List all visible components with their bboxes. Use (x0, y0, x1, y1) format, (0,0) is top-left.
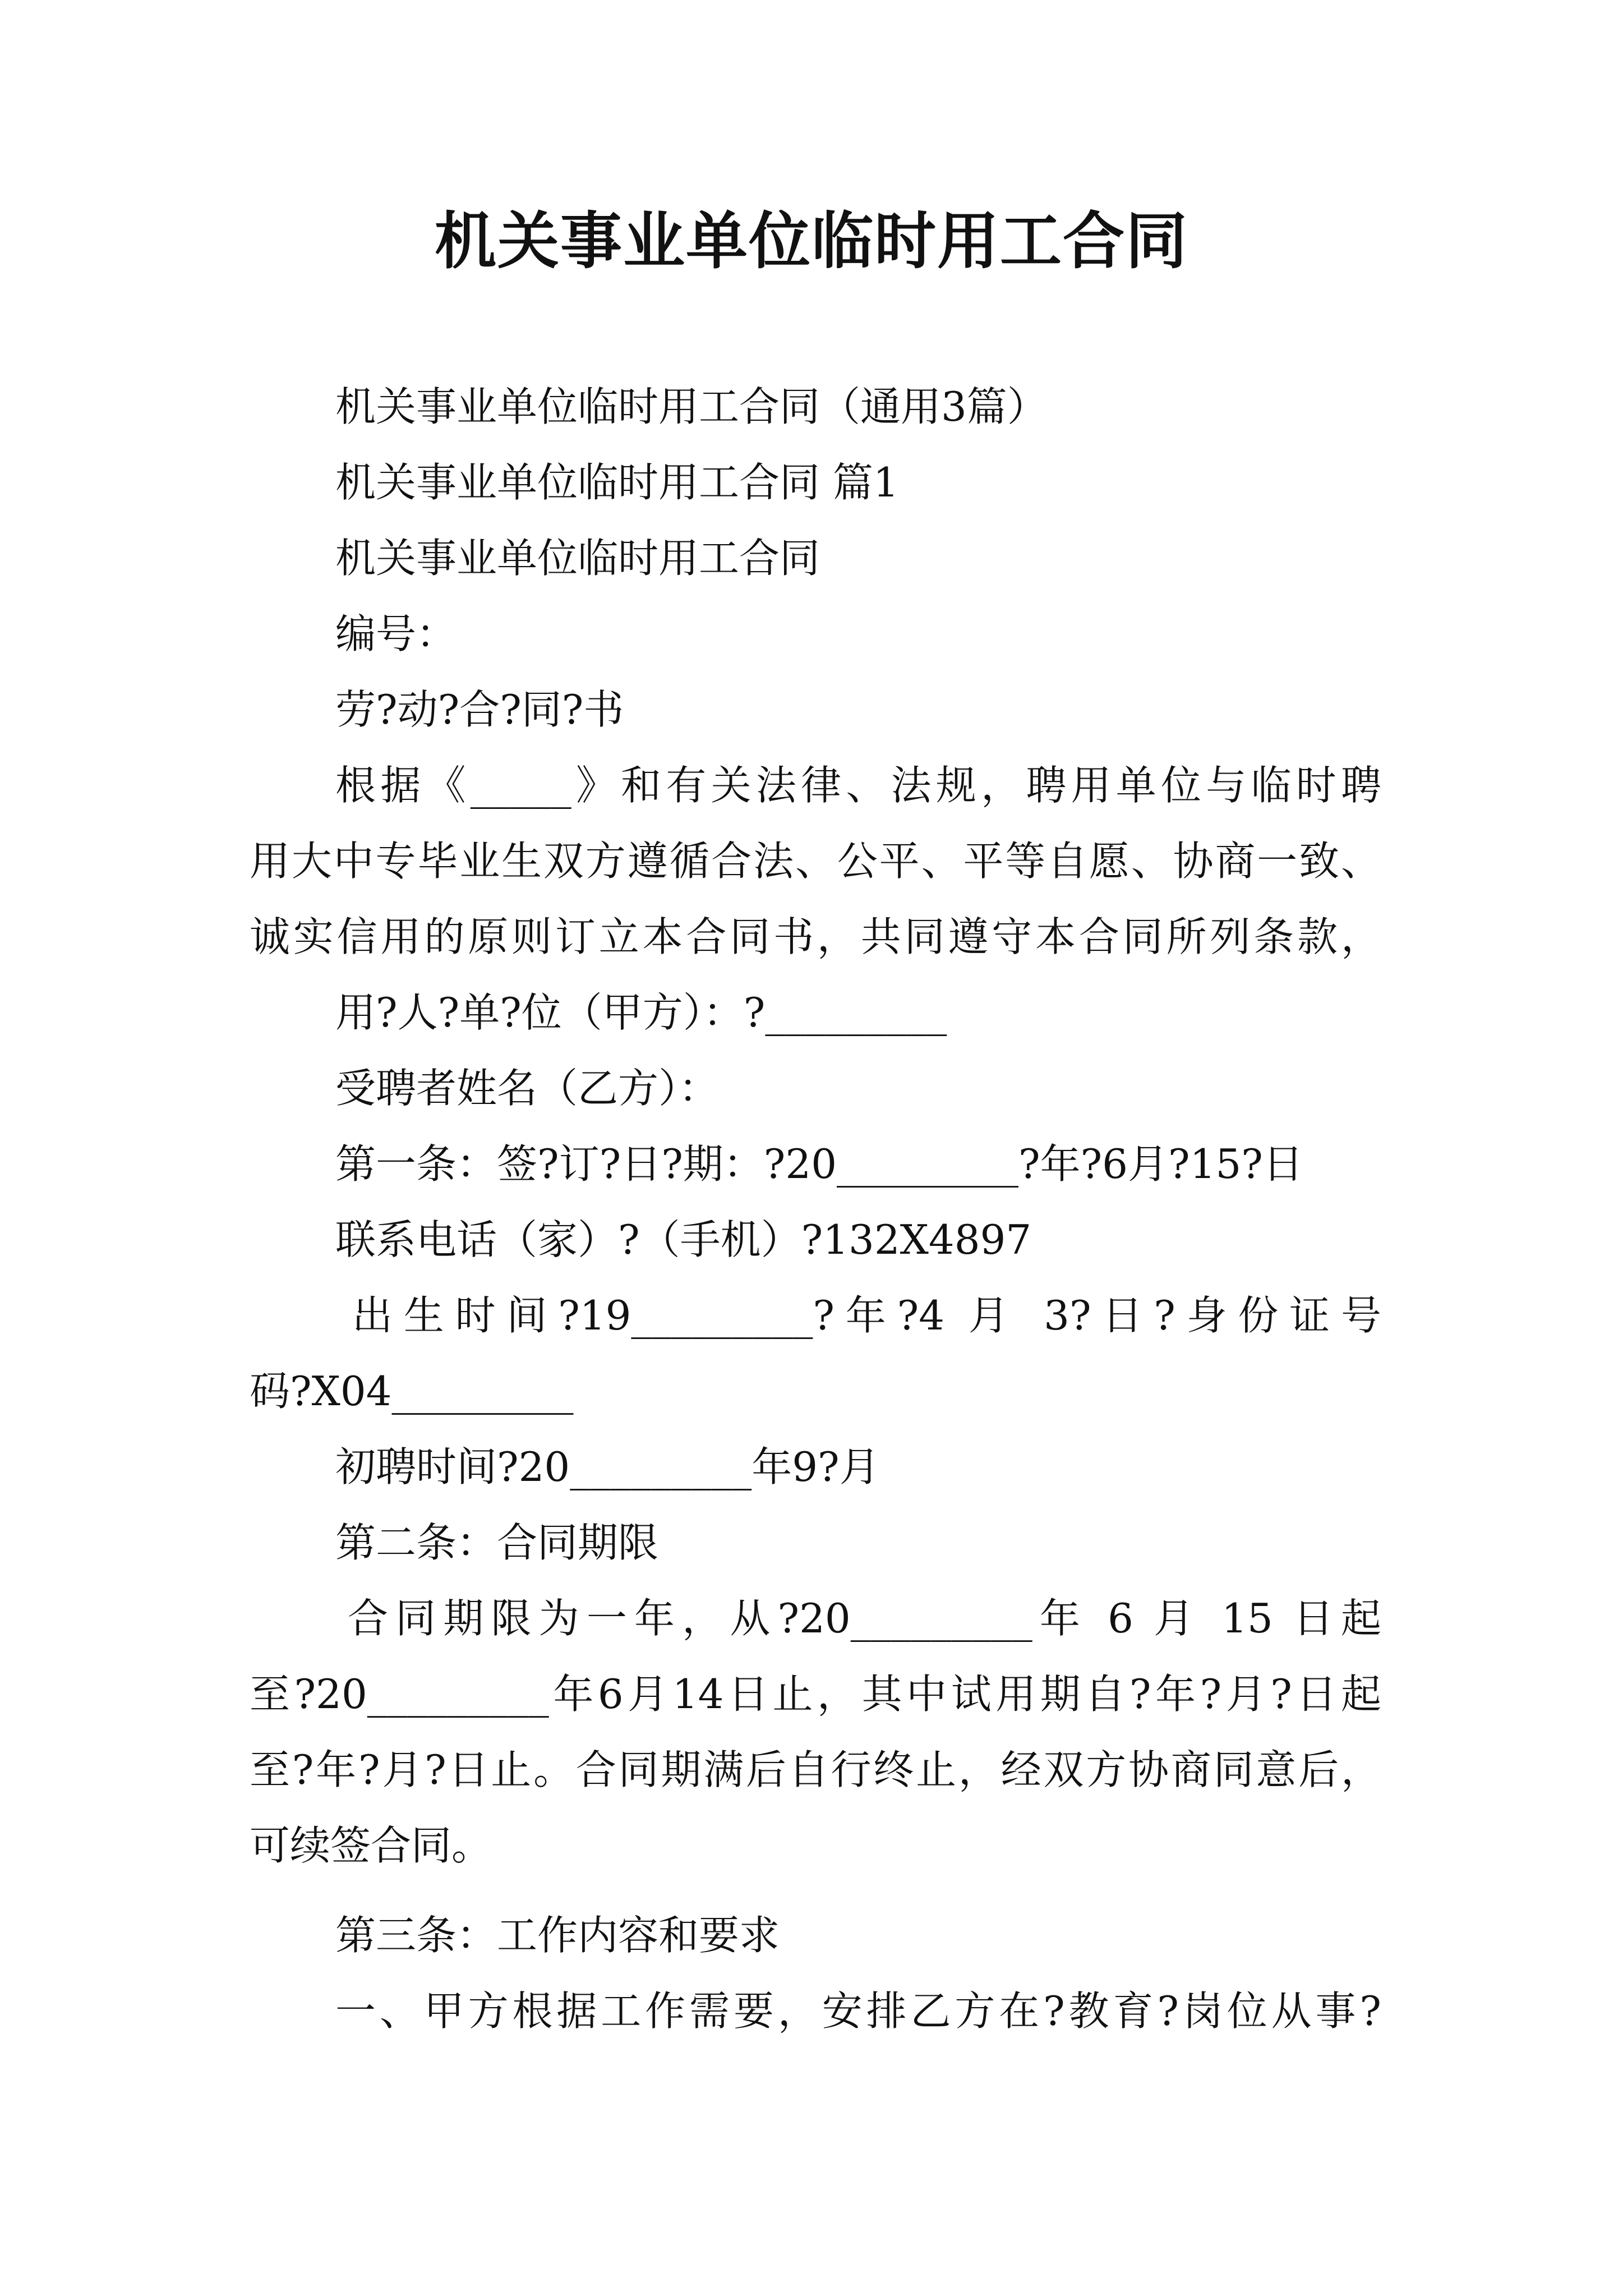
paragraph-basis-line-3: 诚实信用的原则订立本合同书，共同遵守本合同所列条款， (250, 913, 1381, 960)
article-2-heading: 第二条：合同期限 (335, 1519, 659, 1566)
document-title: 机关事业单位临时用工合同 (435, 205, 1188, 277)
initial-hire-date-field: 初聘时间?20_________年9?月 (335, 1443, 880, 1490)
birth-date-field-line-2: 码?X04_________ (250, 1368, 574, 1415)
contract-number-label: 编号： (335, 610, 457, 657)
contract-heading: 机关事业单位临时用工合同 (335, 535, 820, 582)
subtitle-collection: 机关事业单位临时用工合同（通用3篇） (335, 383, 1048, 430)
employee-name-field: 受聘者姓名（乙方）： (335, 1065, 720, 1112)
contact-phone-field: 联系电话（家）?（手机）?132X4897 (335, 1216, 1032, 1263)
paragraph-basis-line-2: 用大中专毕业生双方遵循合法、公平、平等自愿、协商一致、 (250, 838, 1381, 885)
contract-term-line-4: 可续签合同。 (250, 1822, 492, 1869)
article-3-heading: 第三条：工作内容和要求 (335, 1912, 780, 1959)
employer-field: 用?人?单?位（甲方）：?_________ (335, 989, 947, 1036)
contract-term-line-2: 至?20_________年6月14日止，其中试用期自?年?月?日起 (250, 1671, 1381, 1718)
contract-term-line-3: 至?年?月?日止。合同期满后自行终止，经双方协商同意后， (250, 1746, 1381, 1793)
article-3-item-1: 一、甲方根据工作需要，安排乙方在?教育?岗位从事? (335, 1987, 1381, 2035)
labor-contract-label: 劳?动?合?同?书 (335, 686, 624, 733)
paragraph-basis-line-1: 根据《_____》和有关法律、法规，聘用单位与临时聘 (335, 762, 1381, 809)
birth-date-field-line-1: 出生时间?19_________?年?4 月 3?日?身份证号 (352, 1292, 1381, 1339)
contract-term-line-1: 合同期限为一年，从?20_________年 6 月 15 日起 (348, 1595, 1381, 1642)
subtitle-part-1: 机关事业单位临时用工合同 篇1 (335, 459, 899, 506)
article-1-sign-date: 第一条：签?订?日?期：?20_________?年?6月?15?日 (335, 1140, 1303, 1188)
